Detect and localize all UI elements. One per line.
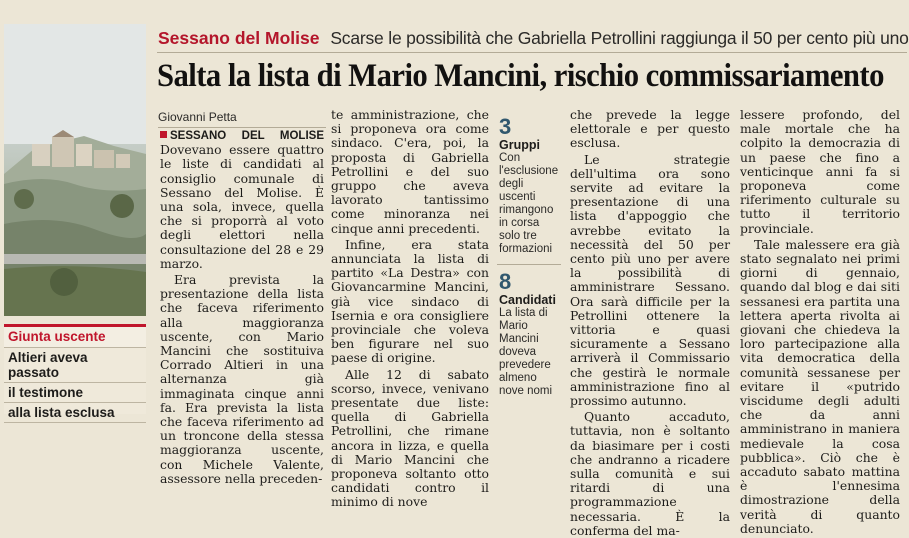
article-paragraph — [160, 128, 324, 271]
sidebar-box-title: Giunta uscente — [4, 324, 146, 348]
stat-description: La lista di Mario Mancini doveva prevedere almeno nove nomi — [499, 307, 553, 397]
stat-groups — [497, 116, 561, 256]
article-paragraph: te amministrazione, che si proponeva ora come sindaco. C'era, poi, la proposta di Gabriella Petrollini e del suo gruppo che aveva lavorato tantissimo come minoranza nei cinque anni precedenti. — [331, 107, 489, 236]
article-column-4 — [740, 108, 900, 536]
article-paragraph: Quanto accaduto, tuttavia, non è soltanto da biasimare per i costi che andranno a ricadere sulla comunità e sui ritardi di una programmazione necessaria. È la conferma del ma- — [570, 409, 730, 538]
stat-label: Candidati — [499, 293, 556, 307]
article-paragraph: Infine, era stata annunciata la lista di partito «La Destra» con Giovancarmine Mancini, già vice sindaco di Isernia e ora consigliere provinciale che voleva ben figurare nel suo paese di origine. — [331, 236, 489, 366]
headline: Salta la lista di Mario Mancini, rischio commissariamento — [157, 58, 884, 94]
stat-label: Gruppi — [499, 138, 540, 152]
byline: Giovanni Petta — [158, 110, 326, 128]
sidebar-box-line-1: Altieri aveva passato — [4, 348, 146, 383]
sidebar-box-line-3: alla lista esclusa — [4, 403, 146, 423]
article-column-2 — [331, 108, 489, 510]
dateline: SESSANO DEL MOLISE — [170, 130, 324, 142]
article-paragraph: Alle 12 di sabato scorso, invece, venivano presentate due liste: quella di Gabriella Petrollini, che rimane ancora in lizza, e quella di Mario Mancini che proponeva soltanto otto candidati contro il minimo di nove — [331, 366, 489, 510]
stat-number: 3 — [499, 114, 512, 139]
stats-sidebar — [497, 116, 561, 398]
left-column — [4, 24, 146, 420]
header-rule — [157, 52, 907, 53]
article-column-3 — [570, 108, 730, 538]
article-column-1 — [160, 128, 324, 486]
stat-divider — [497, 264, 561, 265]
stat-number: 8 — [499, 269, 512, 294]
article-paragraph-text: Dovevano essere quattro le liste di candidati al consiglio comunale di Sessano del Molise. È una sola, invece, quella che si proporrà al voto degli elettori nella consultazione del 28 e 29 marzo. — [160, 142, 324, 271]
stat-description: Con l'esclusione degli uscenti rimangono in corsa solo tre formazioni — [499, 152, 559, 255]
sidebar-box — [4, 324, 146, 420]
stat-candidates — [497, 271, 561, 398]
kicker-location: Sessano del Molise — [158, 28, 320, 48]
article-paragraph: Le strategie dell'ultima ora sono servite ad evitare la presentazione di una lista d'appoggio che avrebbe evitato la necessità del 50 per cento più uno per avere la possibilità di amministrare Sessano. Ora sarà difficile per la Petrollini ottenere la vittoria e quasi sicuramente a Sessano arriverà il Commissario che gestirà le normale amministrazione fino al prossimo autunno. — [570, 151, 730, 409]
article-paragraph: che prevede la legge elettorale e per questo esclusa. — [570, 107, 730, 151]
sidebar-box-line-2: il testimone — [4, 383, 146, 403]
village-photo-illustration — [4, 24, 146, 316]
article-paragraph: lessere profondo, del male mortale che ha colpito la democrazia di un paese che fino a venticinque anni fa si proponeva come riferimento culturale su tutto il territorio provinciale. — [740, 107, 900, 236]
article-paragraph: Era prevista la presentazione della lista che faceva riferimento alla maggioranza uscente, con Mario Mancini che sostituiva Corrado Altieri in una alternanza già immaginata cinque anni fa. Era prevista la lista che faceva riferimento ad un troncone della stessa maggioranza uscente, con Michele Valente, assessore nella preceden- — [160, 272, 324, 486]
village-photo — [4, 24, 146, 316]
kicker-text: Scarse le possibilità che Gabriella Petrollini raggiunga il 50 per cento più uno — [330, 28, 909, 48]
dateline-marker — [160, 131, 167, 138]
article-paragraph: Tale malessere era già stato segnalato nei primi giorni di gennaio, quando dal blog e dai siti sessanesi era partita una lettera aperta rivolta ai giovani che chiedeva la loro partecipazione alla vita democratica della comunità sessanese per evitare il «putrido viscidume degli adulti che da anni amministrano in maniera medievale la cosa pubblica». Ciò che è accaduto sabato mattina è l'ennesima dimostrazione della verità di quanto denunciato. — [740, 236, 900, 536]
